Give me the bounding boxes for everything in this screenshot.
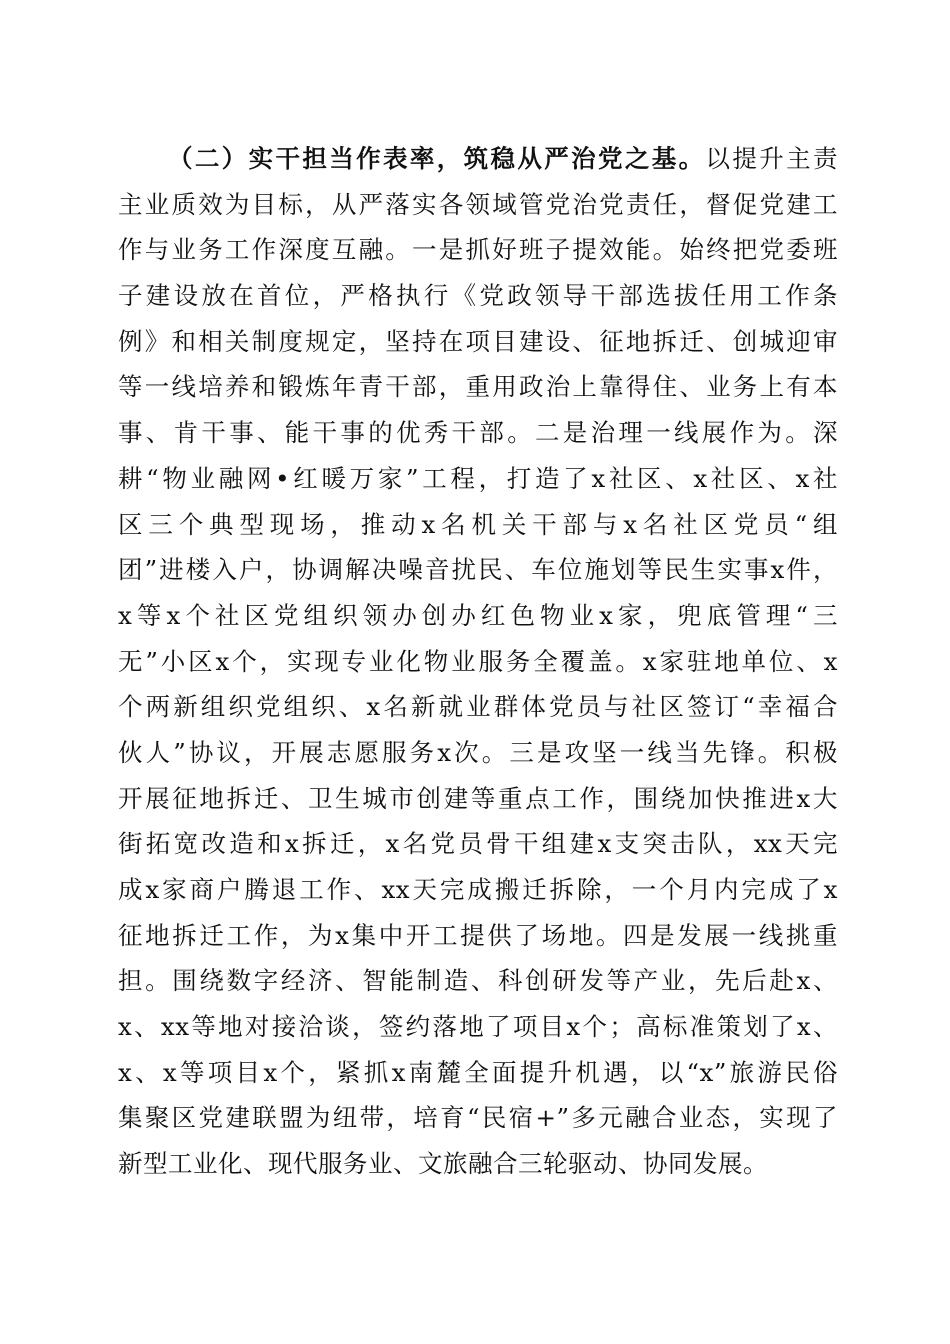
paragraph-line: 成x家商户腾退工作、xx天完成搬迁拆除，一个月内完成了x (118, 875, 838, 904)
paragraph-line: 无”小区x个，实现专业化物业服务全覆盖。x家驻地单位、x (118, 646, 838, 676)
paragraph-line: 街拓宽改造和x拆迁，x名党员骨干组建x支突击队，xx天完 (118, 829, 838, 859)
paragraph-line: 担。围绕数字经济、智能制造、科创研发等产业，先后赴x、 (118, 966, 838, 996)
paragraph-line-1 (118, 136, 838, 182)
paragraph-line: 个两新组织党组织、x名新就业群体党员与社区签订“幸福合 (118, 692, 838, 722)
body-paragraph (118, 136, 838, 1187)
paragraph-line: 集聚区党建联盟为纽带，培育“民宿+”多元融合业态，实现了 (118, 1103, 838, 1133)
paragraph-line: 等一线培养和锻炼年青干部，重用政治上靠得住、业务上有本 (118, 372, 838, 402)
paragraph-line: 开展征地拆迁、卫生城市创建等重点工作，围绕加快推进x大 (118, 783, 838, 813)
paragraph-line: 征地拆迁工作，为x集中开工提供了场地。四是发展一线挑重 (118, 920, 838, 950)
paragraph-line: x等x个社区党组织领办创办红色物业x家，兜底管理“三 (118, 600, 838, 630)
paragraph-line: 主业质效为目标，从严落实各领域管党治党责任，督促党建工 (118, 189, 838, 219)
paragraph-line: 团”进楼入户，协调解决噪音扰民、车位施划等民生实事x件， (118, 555, 838, 585)
paragraph-line-last: 新型工业化、现代服务业、文旅融合三轮驱动、协同发展。 (118, 1149, 768, 1179)
section-heading: （二）实干担当作表率，筑稳从严治党之基。 (168, 144, 706, 173)
paragraph-line: 子建设放在首位，严格执行《党政领导干部选拔任用工作条 (118, 281, 838, 311)
first-line-rest: 以提升主责 (705, 144, 838, 173)
paragraph-line: 例》和相关制度规定，坚持在项目建设、征地拆迁、创城迎审 (118, 326, 838, 356)
paragraph-line: x、x等项目x个，紧抓x南麓全面提升机遇，以“x”旅游民俗 (118, 1057, 838, 1087)
paragraph-line: 事、肯干事、能干事的优秀干部。二是治理一线展作为。深 (118, 418, 838, 448)
paragraph-line: 伙人”协议，开展志愿服务x次。三是攻坚一线当先锋。积极 (118, 737, 838, 767)
paragraph-line: 耕“物业融网•红暖万家”工程，打造了x社区、x社区、x社 (118, 463, 838, 493)
paragraph-line: 作与业务工作深度互融。一是抓好班子提效能。始终把党委班 (118, 235, 838, 265)
paragraph-line: 区三个典型现场，推动x名机关干部与x名社区党员“组 (118, 509, 838, 539)
paragraph-line: x、xx等地对接洽谈，签约落地了项目x个；高标准策划了x、 (118, 1012, 838, 1042)
